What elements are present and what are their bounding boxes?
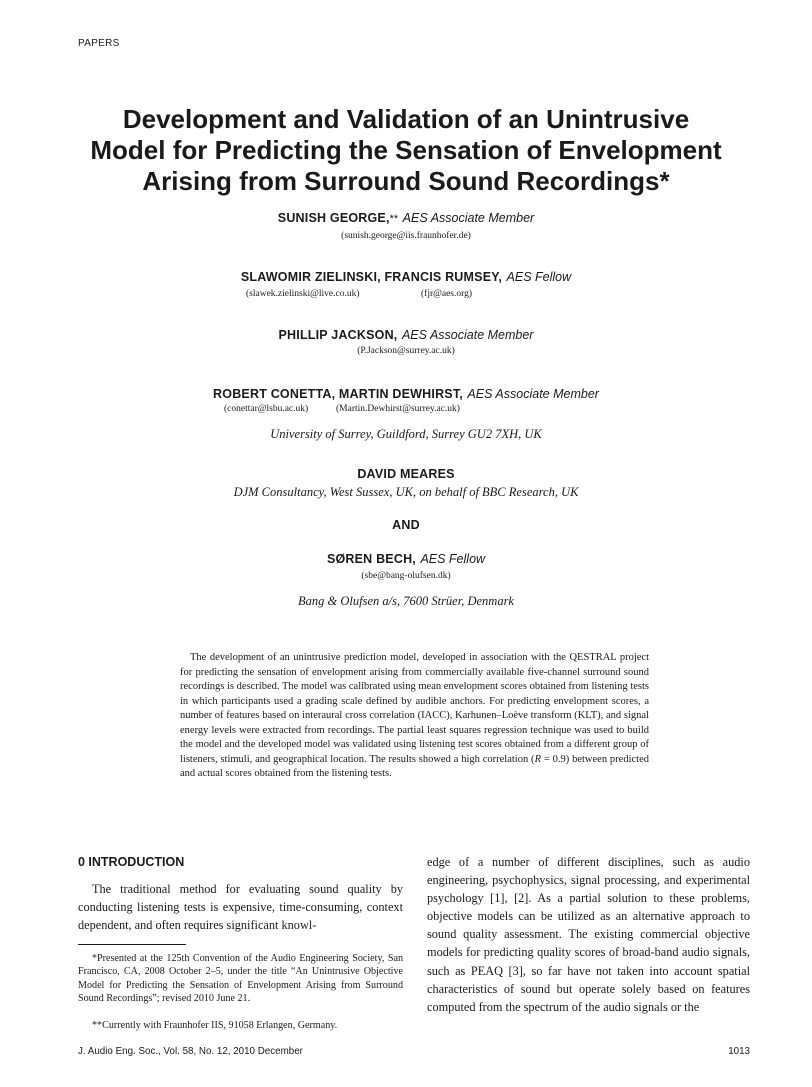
author-email: (slawek.zielinski@live.co.uk) [246, 289, 360, 299]
author-membership: AES Associate Member [401, 328, 534, 342]
affiliation-surrey: University of Surrey, Guildford, Surrey GU2 7XH, UK [270, 427, 542, 441]
author-name: PHILLIP JACKSON, [278, 328, 398, 342]
paper-title [0, 104, 812, 197]
author-email: (Martin.Dewhirst@surrey.ac.uk) [336, 404, 460, 414]
author-email: (sunish.george@iis.fraunhofer.de) [341, 231, 471, 241]
author-george [0, 209, 812, 227]
author-email: (sbe@bang-olufsen.dk) [361, 571, 451, 581]
author-membership: AES Associate Member [402, 211, 535, 225]
author-membership: AES Fellow [506, 270, 572, 284]
footnote-divider [78, 944, 186, 945]
author-email: (fjr@aes.org) [421, 289, 473, 299]
title-line-2: Model for Predicting the Sensation of Envelopment [90, 135, 722, 165]
title-line-1: Development and Validation of an Unintrusive [122, 104, 690, 134]
author-bech [0, 550, 812, 568]
page-number: 1013 [728, 1046, 750, 1057]
footnote-current-affiliation: **Currently with Fraunhofer IIS, 91058 Erlangen, Germany. [92, 1020, 338, 1031]
author-email: (conettar@lsbu.ac.uk) [224, 404, 309, 414]
footer-journal-citation: J. Audio Eng. Soc., Vol. 58, No. 12, 2010 December [78, 1046, 303, 1057]
author-name: ROBERT CONETTA, MARTIN DEWHIRST, [213, 387, 463, 401]
author-name: SUNISH GEORGE, [277, 211, 390, 225]
introduction-paragraph-right: edge of a number of different disciplines, such as audio engineering, psychophysics, signal processing, and experimental psychology [1], [2]. As a partial solution to these problems, objective models can be utilized as an alternative approach to sound quality assessment. The existing commercial objective models for predicting quality scores of broad-band audio signals, such as PEAQ [3], so far have not taken into account spatial characteristics of sound but operate solely based on features computed from the spectrum of the audio signals or the [427, 855, 750, 1014]
introduction-paragraph-left: The traditional method for evaluating sound quality by conducting listening tests is expensive, time-consuming, context dependent, and often requires significant knowl- [78, 882, 403, 933]
author-membership: AES Fellow [420, 552, 486, 566]
author-name: SØREN BECH, [326, 552, 416, 566]
affiliation-bang-olufsen: Bang & Olufsen a/s, 7600 Strüer, Denmark [298, 594, 514, 608]
footnote-mark: ** [389, 213, 399, 225]
author-conetta-dewhirst [0, 385, 812, 403]
and-separator: AND [392, 518, 420, 532]
affiliation-djm: DJM Consultancy, West Sussex, UK, on behalf of BBC Research, UK [233, 485, 579, 499]
section-label: PAPERS [78, 38, 120, 49]
footnote-presented: *Presented at the 125th Convention of the Audio Engineering Society, San Francisco, CA, 2008 October 2–5, under the title “An Unintrusive Objective Model for Predicting the Sensation of Envelopment Arising from Surround Sound Recordings”; revised 2010 June 21. [78, 953, 403, 1004]
section-heading-introduction: 0 INTRODUCTION [78, 855, 185, 869]
author-zielinski-rumsey [0, 268, 812, 286]
abstract-text-end: = 0.9) between predicted and actual scores obtained from the listening tests. [180, 753, 649, 779]
abstract-r-symbol: R [534, 753, 541, 765]
author-membership: AES Associate Member [467, 387, 599, 401]
abstract-text: The development of an unintrusive prediction model, developed in association with the QESTRAL project for predicting the sensation of envelopment arising from commercially available five-channel surround sound recordings is described. The model was calibrated using mean envelopment scores obtained from listening tests in which participants used a grading scale defined by audible anchors. For predicting envelopment scores, a number of features based on interaural cross correlation (IACC), Karhunen–Loève transform (KLT), and signal energy levels were extracted from recordings. The partial least squares regression technique was used to build the model and the developed model was validated using listening test scores obtained from a different group of listeners, stimuli, and geographical location. The results showed a high correlation ( [180, 652, 649, 765]
abstract [180, 651, 649, 782]
author-jackson [0, 326, 812, 344]
author-name: SLAWOMIR ZIELINSKI, FRANCIS RUMSEY, [240, 270, 503, 284]
author-email: (P.Jackson@surrey.ac.uk) [357, 346, 455, 356]
title-line-3: Arising from Surround Sound Recordings* [142, 166, 670, 196]
author-meares: DAVID MEARES [357, 467, 455, 481]
